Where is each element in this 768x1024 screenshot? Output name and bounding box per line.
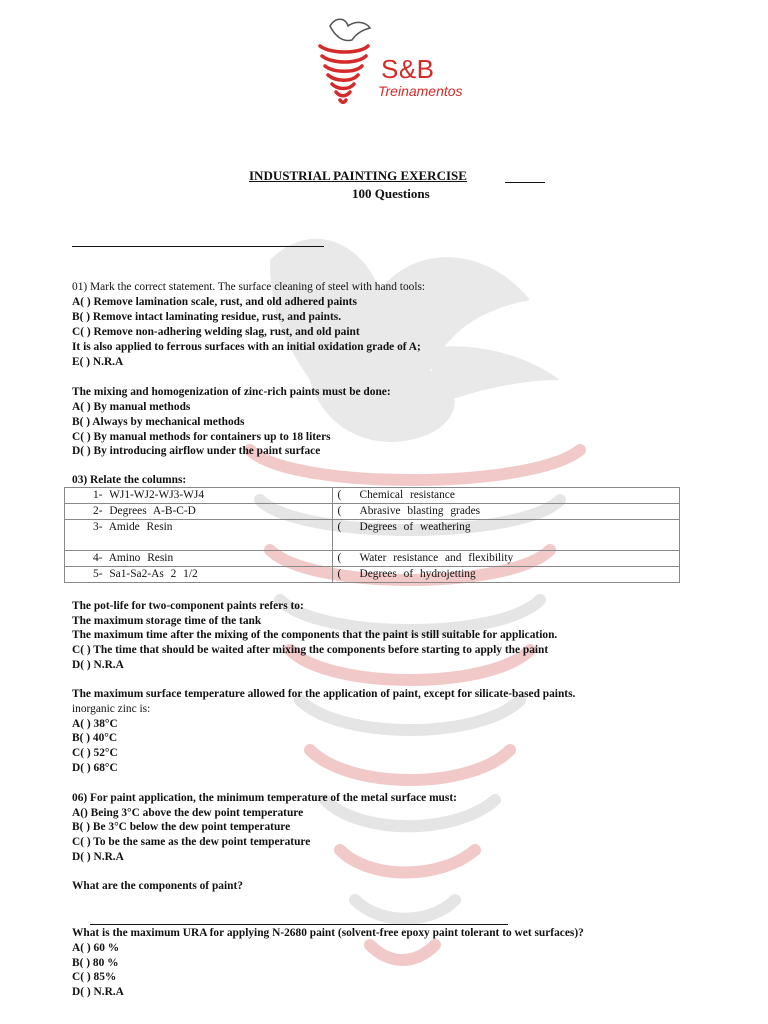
option-d: D( ) 68°C	[72, 762, 118, 774]
table-row	[65, 567, 680, 583]
option-a: A( ) 60 %	[72, 942, 120, 954]
option-b: B( ) Be 3°C below the dew point temperature	[72, 821, 291, 833]
option-b: B( ) 40°C	[72, 732, 118, 744]
option-c: C( ) 52°C	[72, 747, 118, 759]
option-b: B( ) Remove intact laminating residue, rust, and paints.	[72, 311, 342, 323]
question-stem: 06) For paint application, the minimum temperature of the metal surface must:	[72, 792, 457, 804]
option-a: The maximum storage time of the tank	[72, 615, 262, 627]
option-note: It is also applied to ferrous surfaces with an initial oxidation grade of A;	[72, 341, 421, 353]
option-a: A() Being 3°C above the dew point temperature	[72, 807, 304, 819]
option-d: D( ) N.R.A	[72, 659, 124, 671]
option-e: E( ) N.R.A	[72, 356, 124, 368]
left-cell: 4- Amino Resin	[65, 551, 333, 567]
question-stem: 01) Mark the correct statement. The surface cleaning of steel with hand tools:	[72, 281, 426, 293]
question-stem-continued: inorganic zinc is:	[72, 703, 151, 715]
option-c: C( ) By manual methods for containers up to 18 liters	[72, 431, 331, 443]
left-cell: 2- Degrees A-B-C-D	[65, 504, 333, 520]
right-cell: Water resistance and flexibility	[359, 552, 514, 564]
option-c: C( ) Remove non-adhering welding slag, rust, and old paint	[72, 326, 360, 338]
option-c: C( ) The time that should be waited after mixing the components before starting to apply the paint	[72, 644, 549, 656]
question-stem: The maximum surface temperature allowed for the application of paint, except for silicate-based paints.	[72, 688, 576, 700]
brand-name: S&B	[381, 54, 435, 84]
option-c: C( ) 85%	[72, 971, 117, 983]
question-stem: The pot-life for two-component paints refers to:	[72, 600, 304, 612]
left-cell: 5- Sa1-Sa2-As 2 1/2	[65, 567, 333, 583]
option-a: A( ) Remove lamination scale, rust, and old adhered paints	[72, 296, 357, 308]
right-cell: Degrees of hydrojetting	[359, 568, 476, 580]
option-c: C( ) To be the same as the dew point temperature	[72, 836, 311, 848]
right-cell: Degrees of weathering	[359, 521, 471, 533]
question-stem: What is the maximum URA for applying N-2680 paint (solvent-free epoxy paint tolerant to wet surfaces)?	[72, 927, 584, 939]
option-d: D( ) N.R.A	[72, 851, 124, 863]
answer-line	[90, 924, 508, 925]
option-a: A( ) 38°C	[72, 718, 118, 730]
right-cell: Abrasive blasting grades	[359, 505, 481, 517]
page-subtitle: 100 Questions	[352, 186, 430, 201]
question-stem: The mixing and homogenization of zinc-rich paints must be done:	[72, 386, 391, 398]
logo-tornado-dove-icon	[300, 12, 380, 112]
table-row	[65, 551, 680, 567]
title-underline-extension	[505, 182, 545, 183]
table-row	[65, 488, 680, 504]
relate-columns-table	[64, 487, 680, 583]
page-title: INDUSTRIAL PAINTING EXERCISE	[249, 168, 467, 183]
option-b: B( ) 80 %	[72, 957, 119, 969]
question-stem: 03) Relate the columns:	[72, 474, 187, 486]
answer-paren[interactable]: (	[337, 568, 342, 580]
question-stem: What are the components of paint?	[72, 880, 243, 892]
answer-paren[interactable]: (	[337, 552, 342, 564]
table-row	[65, 504, 680, 520]
table-row	[65, 520, 680, 551]
option-d: D( ) N.R.A	[72, 986, 124, 998]
answer-paren[interactable]: (	[337, 521, 342, 533]
option-a: A( ) By manual methods	[72, 401, 191, 413]
option-d: D( ) By introducing airflow under the paint surface	[72, 445, 321, 457]
left-cell: 1- WJ1-WJ2-WJ3-WJ4	[65, 488, 333, 504]
answer-paren[interactable]: (	[337, 489, 342, 501]
brand-subtitle: Treinamentos	[378, 83, 463, 99]
answer-paren[interactable]: (	[337, 505, 342, 517]
right-cell: Chemical resistance	[359, 489, 455, 501]
name-line	[72, 246, 324, 247]
option-b: The maximum time after the mixing of the components that the paint is still suitable for application.	[72, 629, 558, 641]
option-b: B( ) Always by mechanical methods	[72, 416, 245, 428]
left-cell: 3- Amide Resin	[65, 520, 333, 551]
